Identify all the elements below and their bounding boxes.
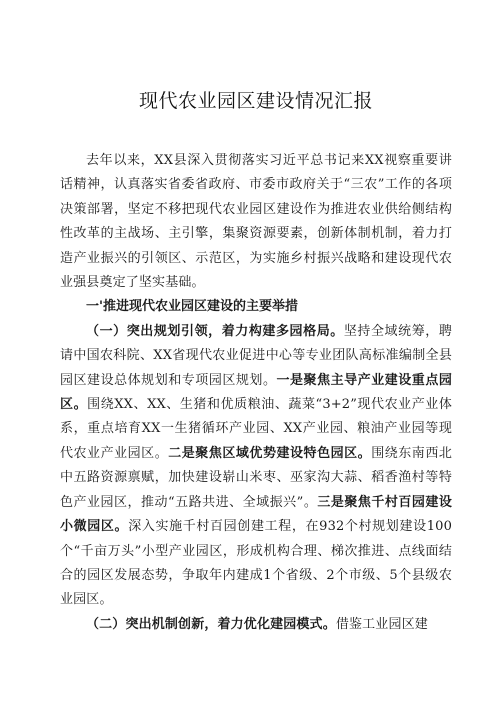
measure-1-point-3: 三是聚焦千村百园建设小微园区。: [60, 494, 452, 535]
measure-paragraph-2: [60, 613, 452, 637]
measure-1-point-2: 二是聚焦区域优势建设特色园区。: [168, 445, 372, 461]
measure-1-lead: （一）突出规划引领，着力构建多园格局。: [86, 323, 344, 339]
measure-1-text-b: 围绕XX、XX、生猪和优质粮油、蔬菜“3+2”现代农业产业体系，重点培育XX一生猪循环产业园、XX产业园、粮油产业园等现代农业产业园区。: [60, 397, 452, 461]
document-title: 现代农业园区建设情况汇报: [138, 90, 373, 112]
measure-1-text-d: 深入实施千村百园创建工程，在932个村规划建设100个“千亩万头”小型产业园区，形成机构合理、梯次推进、点线面结合的园区发展态势，争取年内建成1个省级、2个市级、5个县级农业园区。: [60, 519, 452, 608]
measure-paragraph-1: [60, 320, 452, 613]
measure-1-point-1: 一是聚焦主导产业建设重点园区。: [60, 372, 452, 413]
measure-2-lead: （二）突出机制创新，着力优化建园模式。: [86, 616, 336, 632]
measure-2-text-a: 借鉴工业园区建: [335, 616, 428, 632]
section-heading-1: 一'推进现代农业园区建设的主要举措: [86, 299, 298, 315]
measure-1-text-c: 围绕东南西北中五路资源禀赋，加快建设崭山米枣、巫家沟大蒜、稻香渔村等特色产业园区，推动“五路共进、全域振兴”。: [60, 445, 453, 510]
intro-paragraph: 去年以来，XX县深入贯彻落实习近平总书记来XX视察重要讲话精神，认真落实省委省政府、市委市政府关于“三农”工作的各项决策部署，坚定不移把现代农业园区建设作为推进农业供给侧结构性改革的主战场、主引擎，集聚资源要素，创新体制机制，着力打造产业振兴的引领区、示范区，为实施乡村振兴战略和建设现代农业强县奠定了坚实基础。: [60, 153, 452, 291]
measure-1-text-a: 坚持全域统筹，聘请中国农科院、XX省现代农业促进中心等专业团队高标准编制全县园区建设总体规划和专项园区规划。: [60, 323, 452, 388]
